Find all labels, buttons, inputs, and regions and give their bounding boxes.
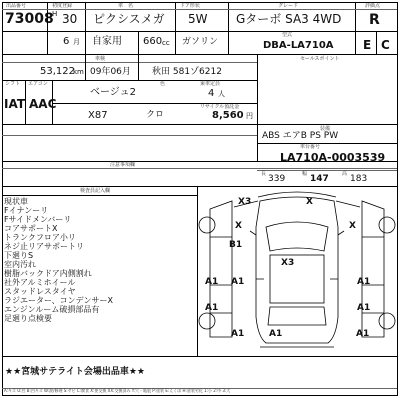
note-item: 足廻り点検要	[4, 314, 52, 323]
frame-number: LA710A-0003539	[280, 151, 386, 164]
note-item: 樹脂バックドア内側割れ	[4, 269, 92, 278]
exterior-score: C	[381, 38, 390, 52]
note-item: スタッドレスタイヤ	[4, 287, 76, 296]
note-item: ネジ止リアサポートリ	[4, 242, 84, 251]
score-label: 評価点	[365, 3, 381, 9]
recycle-unit: 円	[246, 112, 253, 120]
damage-mark: X	[349, 221, 356, 231]
era-mark: H	[52, 10, 58, 18]
length: 339	[268, 174, 286, 184]
frame-label: 車台番号	[300, 144, 321, 150]
damage-legend: A:キズ U:凹 B:凹キズ W:波/修理 S:サビ C:腐食 X:要交換 XX:交換済み Y:穴・亀裂 P:塗装 E:えくぼ H:塗装劣化 1:小 2:中 3:大	[4, 388, 231, 393]
damage-mark: A1	[357, 277, 371, 287]
height-label: 高	[342, 171, 348, 177]
note-item: 室内汚れ	[4, 260, 36, 269]
lot-number: 73008	[5, 11, 54, 27]
reg-month: 6	[63, 36, 70, 47]
inspection-label: 車検	[95, 56, 106, 62]
width-label: 幅	[302, 171, 308, 177]
equipment: ABS エアB PS PW	[262, 131, 339, 141]
damage-mark: A1	[356, 329, 370, 339]
seats-unit: 人	[218, 90, 225, 98]
height: 183	[350, 174, 368, 184]
note-item: 下廻りS	[4, 251, 34, 260]
overall-score: R	[369, 12, 380, 28]
recycle-label: リサイクル預託金	[200, 104, 240, 110]
model-label: 型式	[282, 32, 293, 38]
damage-mark: A1	[205, 303, 219, 313]
car-name: ピクシスメガ	[93, 12, 165, 26]
length-label: 長	[261, 171, 267, 177]
interior-score: E	[363, 38, 372, 52]
damage-mark: X3	[238, 197, 252, 207]
note-item: エンジンルーム破損部品有	[4, 305, 100, 314]
equipment-label: 装備	[320, 126, 331, 132]
year-label: 初度登録	[52, 3, 73, 9]
venue-announcement: ★★宮城サテライト会場出品車★★	[5, 367, 146, 377]
width: 147	[310, 174, 329, 184]
note-item: トランクフロア小リ	[4, 233, 76, 242]
note-item: Fイナンーリ	[4, 206, 49, 215]
mileage: 53,122	[40, 66, 75, 77]
reg-year: 30	[62, 12, 78, 26]
interior-color: クロ	[146, 110, 165, 120]
damage-mark: X	[235, 221, 242, 231]
seats: 4	[208, 88, 215, 99]
damage-mark: X3	[281, 258, 295, 268]
inspection-date: 09年06月	[90, 67, 131, 77]
damage-mark: A1	[231, 329, 245, 339]
color: ベージュ2	[90, 87, 136, 98]
damage-mark: B1	[229, 240, 243, 250]
usage: 自家用	[92, 36, 122, 47]
damage-mark: A1	[357, 303, 371, 313]
color-label: 色	[160, 81, 166, 87]
mileage-unit: km	[73, 68, 84, 76]
shift: IAT	[4, 97, 26, 111]
month-unit: 月	[73, 38, 80, 46]
grade-label: グレード	[278, 3, 299, 9]
shift-label: シフト	[5, 81, 21, 87]
notes-label: 注意事項欄	[110, 162, 136, 168]
model-code: DBA-LA710A	[263, 40, 334, 51]
door-type: 5W	[188, 12, 208, 26]
note-item: コアサポートX	[4, 224, 58, 233]
note-item: Fサイドメンバーリ	[4, 215, 72, 224]
color-code: X87	[88, 110, 108, 121]
note-item: 社外アルミホイール	[4, 278, 76, 287]
damage-mark: A1	[205, 277, 219, 287]
fuel: ガソリン	[182, 37, 219, 47]
note-item: 現状車	[4, 197, 28, 206]
ac-label: エアコン	[28, 81, 48, 87]
inspector-label: 検査員記入欄	[80, 188, 111, 194]
lot-label: 出品番号	[6, 3, 27, 9]
damage-mark: A1	[269, 329, 283, 339]
recycle-fee: 8,560	[212, 110, 244, 121]
car-name-label: 車 名	[118, 3, 134, 9]
seats-label: 乗車定員	[200, 81, 221, 87]
plate-number: 秋田 581ゾ6212	[152, 67, 222, 77]
engine-cc: 660	[143, 36, 163, 47]
damage-mark: X	[306, 197, 313, 207]
grade: Gターボ SA3 4WD	[236, 12, 342, 26]
sales-point-label: セールスポイント	[300, 56, 340, 62]
door-label: ドア形状	[180, 3, 200, 9]
damage-mark: A1	[231, 277, 245, 287]
cc-unit: cc	[162, 39, 170, 47]
air-conditioner: AAC	[29, 97, 57, 111]
note-item: ラジエーター、コンデンサーX	[4, 296, 113, 305]
